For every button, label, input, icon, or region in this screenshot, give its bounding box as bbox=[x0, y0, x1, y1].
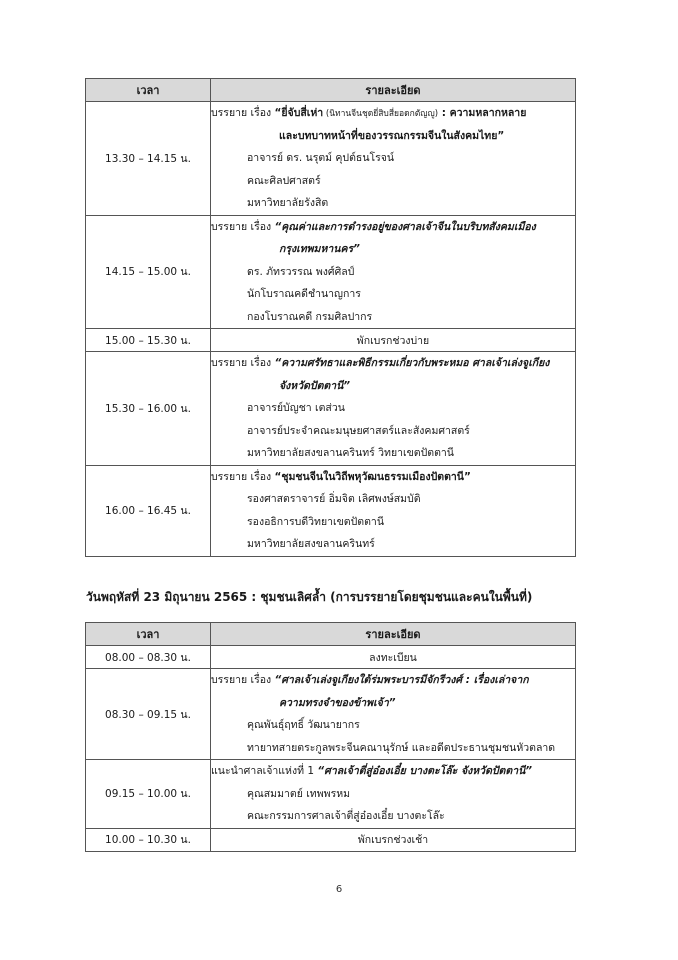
row-time: 16.00 – 16.45 น. bbox=[86, 465, 211, 556]
speaker-affiliation: รองอธิการบดีวิทยาเขตปัตตานี bbox=[247, 515, 384, 528]
lecture-title: “ชุมชนจีนในวิถีพหุวัฒนธรรมเมืองปัตตานี” bbox=[274, 470, 471, 483]
speaker-affiliation: อาจารย์ประจำคณะมนุษยศาสตร์และสังคมศาสตร์ bbox=[247, 424, 470, 437]
lecture-prefix: บรรยาย เรื่อง bbox=[211, 357, 275, 369]
row-detail bbox=[211, 215, 576, 329]
row-time: 08.30 – 09.15 น. bbox=[86, 669, 211, 760]
header-time: เวลา bbox=[86, 623, 211, 646]
table-row bbox=[86, 828, 576, 851]
page-number: 6 bbox=[335, 884, 343, 895]
break-label: พักเบรกช่วงบ่าย bbox=[211, 329, 576, 352]
break-label: พักเบรกช่วงเช้า bbox=[211, 828, 576, 851]
speaker-affiliation: มหาวิทยาลัยสงขลานครินทร์ วิทยาเขตปัตตานี bbox=[247, 447, 454, 459]
speaker-name: อาจารย์ ดร. นรุตม์ คุปต์ธนโรจน์ bbox=[247, 152, 395, 164]
lecture-prefix: บรรยาย เรื่อง bbox=[211, 107, 275, 119]
row-time: 13.30 – 14.15 น. bbox=[86, 102, 211, 216]
row-detail bbox=[211, 352, 576, 466]
row-detail bbox=[211, 102, 576, 216]
lecture-title: “ศาลเจ้าตี่สู่อ๋องเอี๋ย บางตะโล๊ะ จังหวัดปัตตานี” bbox=[317, 765, 533, 777]
table-row bbox=[86, 669, 576, 760]
lecture-title-line2: และบทบาทหน้าที่ของวรรณกรรมจีนในสังคมไทย” bbox=[279, 129, 505, 142]
speaker-name: คุณพันธุ์ฤทธิ์ วัฒนายากร bbox=[247, 719, 360, 731]
lecture-prefix: บรรยาย เรื่อง bbox=[211, 470, 275, 483]
row-time: 15.00 – 15.30 น. bbox=[86, 329, 211, 352]
speaker-name: อาจารย์บัญชา เตส่วน bbox=[247, 402, 345, 414]
day-heading: วันพฤหัสที่ 23 มิถุนายน 2565 : ชุมชนเลิศล้ำ (การบรรยายโดยชุมชนและคนในพื้นที่) bbox=[86, 590, 533, 604]
table-header-row bbox=[86, 79, 576, 102]
lecture-title-line2: กรุงเทพมหานคร” bbox=[279, 243, 360, 255]
schedule-table-2 bbox=[85, 622, 576, 852]
row-time: 15.30 – 16.00 น. bbox=[86, 352, 211, 466]
lecture-title: “ศาลเจ้าเล่งจูเกียงใต้ร่มพระบารมีจักรีวงศ์ : เรื่องเล่าจาก bbox=[274, 674, 529, 686]
row-time: 08.00 – 08.30 น. bbox=[86, 646, 211, 669]
speaker-name: ดร. ภัทรวรรณ พงศ์ศิลป์ bbox=[247, 265, 355, 278]
schedule-table-1 bbox=[85, 78, 576, 557]
row-time: 09.15 – 10.00 น. bbox=[86, 760, 211, 829]
lecture-prefix: บรรยาย เรื่อง bbox=[211, 220, 275, 233]
speaker-affiliation: นักโบราณคดีชำนาญการ bbox=[247, 288, 361, 300]
table-row bbox=[86, 352, 576, 466]
speaker-name: คุณสมมาตย์ เทพพรหม bbox=[247, 787, 351, 800]
row-detail bbox=[211, 760, 576, 829]
table-row bbox=[86, 329, 576, 352]
row-detail bbox=[211, 669, 576, 760]
registration-label: ลงทะเบียน bbox=[211, 646, 576, 669]
speaker-name: รองศาสตราจารย์ อิ่มจิต เลิศพงษ์สมบัติ bbox=[247, 493, 421, 505]
lecture-title: “ความศรัทธาและพิธีกรรมเกี่ยวกับพระหมอ ศาลเจ้าเล่งจูเกียง bbox=[274, 357, 550, 369]
table-row bbox=[86, 215, 576, 329]
table-row bbox=[86, 646, 576, 669]
speaker-affiliation: คณะกรรมการศาลเจ้าตี่สู่อ๋องเอี๋ย บางตะโล๊ะ bbox=[247, 810, 445, 822]
speaker-affiliation: กองโบราณคดี กรมศิลปากร bbox=[247, 310, 373, 323]
lecture-title-line2: ความทรงจำของข้าพเจ้า” bbox=[279, 696, 396, 709]
table-row bbox=[86, 760, 576, 829]
header-detail: รายละเอียด bbox=[211, 623, 576, 646]
lecture-title-note: (นิทานจีนชุดยี่สิบสี่ยอดกตัญญู) bbox=[323, 109, 439, 119]
header-detail: รายละเอียด bbox=[211, 79, 576, 102]
table-row bbox=[86, 102, 576, 216]
table-row bbox=[86, 465, 576, 556]
table-header-row bbox=[86, 623, 576, 646]
lecture-title: “คุณค่าและการดำรงอยู่ของศาลเจ้าจีนในบริบทสังคมเมือง bbox=[274, 220, 536, 233]
lecture-title-line2: จังหวัดปัตตานี” bbox=[279, 379, 351, 392]
row-time: 14.15 – 15.00 น. bbox=[86, 215, 211, 329]
row-time: 10.00 – 10.30 น. bbox=[86, 828, 211, 851]
header-time: เวลา bbox=[86, 79, 211, 102]
speaker-affiliation: มหาวิทยาลัยสงขลานครินทร์ bbox=[247, 538, 375, 550]
speaker-affiliation: คณะศิลปศาสตร์ bbox=[247, 174, 321, 187]
row-detail bbox=[211, 465, 576, 556]
speaker-affiliation: ทายาทสายตระกูลพระจีนคณานุรักษ์ และอดีตประธานชุมชนหัวตลาด bbox=[247, 741, 556, 754]
lecture-prefix: บรรยาย เรื่อง bbox=[211, 674, 275, 686]
lecture-title-rest: : ความหลากหลาย bbox=[438, 107, 527, 119]
lecture-prefix: แนะนำศาลเจ้าแห่งที่ 1 bbox=[211, 765, 318, 777]
lecture-title: “ยี่จับสี่เห่า bbox=[274, 107, 324, 119]
speaker-affiliation: มหาวิทยาลัยรังสิต bbox=[247, 197, 329, 209]
